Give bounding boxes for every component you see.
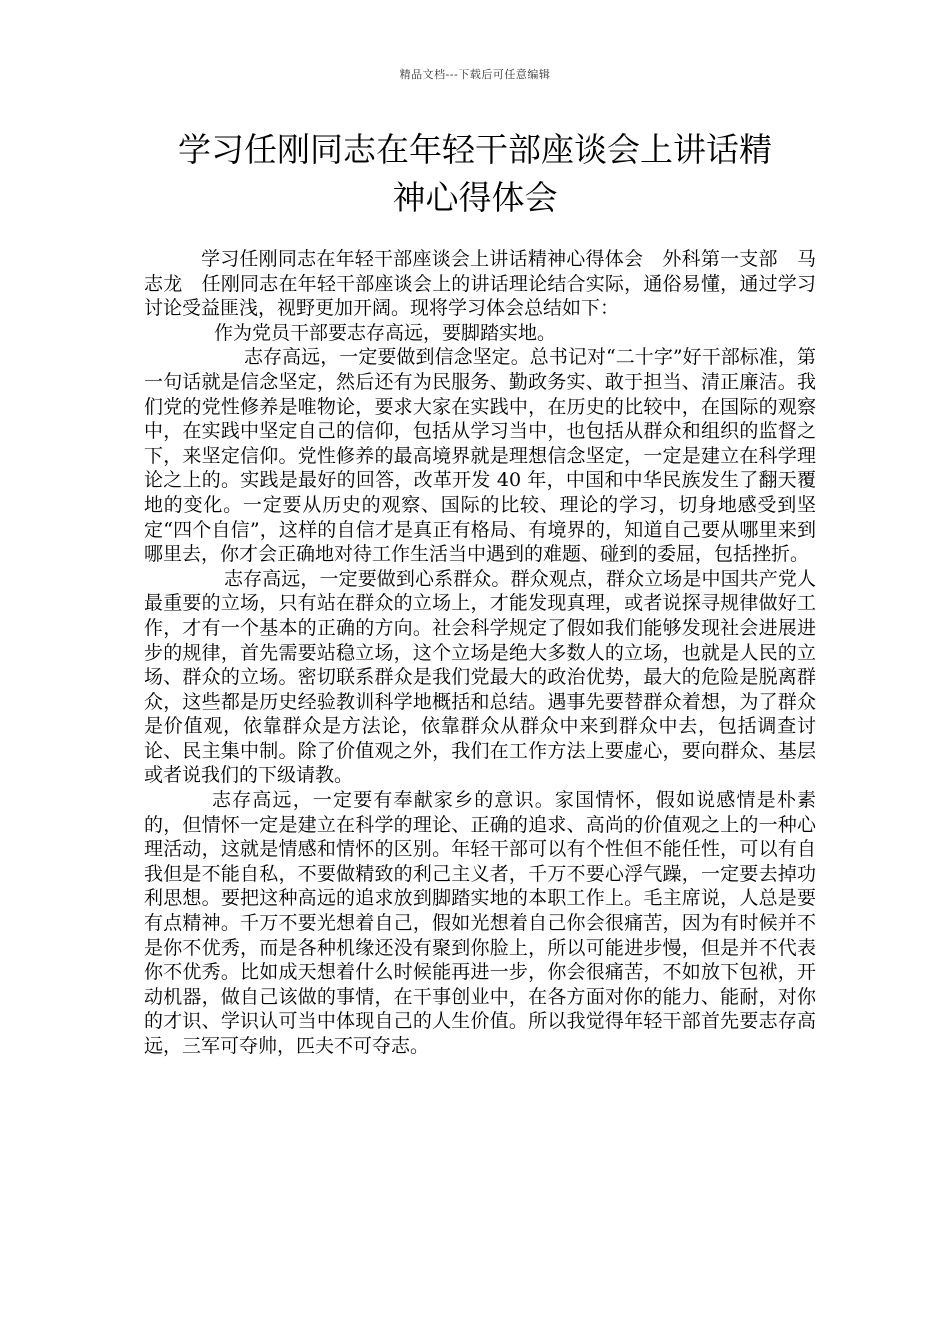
paragraph-masses: 志存高远，一定要做到心系群众。群众观点，群众立场是中国共产党人最重要的立场，只有站在群众的立场上，才能发现真理，或者说探寻规律做好工作，才有一个基本的正确的方向。社会科学规定了假如我们能够发现社会进展进步的规律，首先需要站稳立场，这个立场是绝大多数人的立场，也就是人民的立场、群众的立场。密切联系群众是我们党最大的政治优势，最大的危险是脱离群众，这些都是历史经验教训科学地概括和总结。遇事先要替群众着想，为了群众是价值观，依靠群众是方法论，依靠群众从群众中来到群众中去，包括调查讨论、民主集中制。除了价值观之外，我们在工作方法上要虚心，要向群众、基层或者说我们的下级请教。 (144, 567, 816, 787)
paragraph-faith: 志存高远，一定要做到信念坚定。总书记对“二十字”好干部标准，第一句话就是信念坚定，然后还有为民服务、勤政务实、敢于担当、清正廉洁。我们党的党性修养是唯物论，要求大家在实践中，在历史的比较中，在国际的观察中，在实践中坚定自己的信仰，包括从学习当中，也包括从群众和组织的监督之下，来坚定信仰。党性修养的最高境界就是理想信念坚定，一定是建立在科学理论之上的。实践是最好的回答，改革开发 40 年，中国和中华民族发生了翻天覆地的变化。一定要从历史的观察、国际的比较、理论的学习，切身地感受到坚定“四个自信”，这样的自信才是真正有格局、有境界的，知道自己要从哪里来到哪里去，你才会正确地对待工作生活当中遇到的难题、碰到的委屈，包括挫折。 (144, 346, 816, 566)
document-title (130, 126, 820, 222)
paragraph-hometown: 志存高远，一定要有奉献家乡的意识。家国情怀，假如说感情是朴素的，但情怀一定是建立在科学的理论、正确的追求、高尚的价值观之上的一种心理活动，这就是情感和情怀的区别。年轻干部可以有个性但不能任性，可以有自我但是不能自私，不要做精致的利己主义者，千万不要心浮气躁，一定要去掉功利思想。要把这种高远的追求放到脚踏实地的本职工作上。毛主席说，人总是要有点精神。千万不要光想着自己，假如光想着自己你会很痛苦，因为有时候并不是你不优秀，而是各种机缘还没有聚到你脸上，所以可能进步慢，但是并不代表你不优秀。比如成天想着什么时候能再进一步，你会很痛苦，不如放下包袱，开动机器，做自己该做的事情，在干事创业中，在各方面对你的能力、能耐，对你的才识、学识认可当中体现自己的人生价值。所以我觉得年轻干部首先要志存高远，三军可夺帅，匹夫不可夺志。 (144, 789, 816, 1057)
paragraph-intro: 学习任刚同志在年轻干部座谈会上讲话精神心得体会 外科第一支部 马志龙 任刚同志在年轻干部座谈会上的讲话理论结合实际，通俗易懂，通过学习讨论受益匪浅，视野更加开阔。现将学习体会总结如下： (144, 248, 816, 320)
title-line-1: 学习任刚同志在年轻干部座谈会上讲话精 (178, 130, 772, 169)
header-note: 精品文档---下载后可任意编辑 (399, 68, 551, 81)
title-line-2: 神心得体会 (392, 178, 558, 217)
paragraph-thesis: 作为党员干部要志存高远，要脚踏实地。 (214, 321, 557, 344)
document-body (144, 247, 816, 1059)
